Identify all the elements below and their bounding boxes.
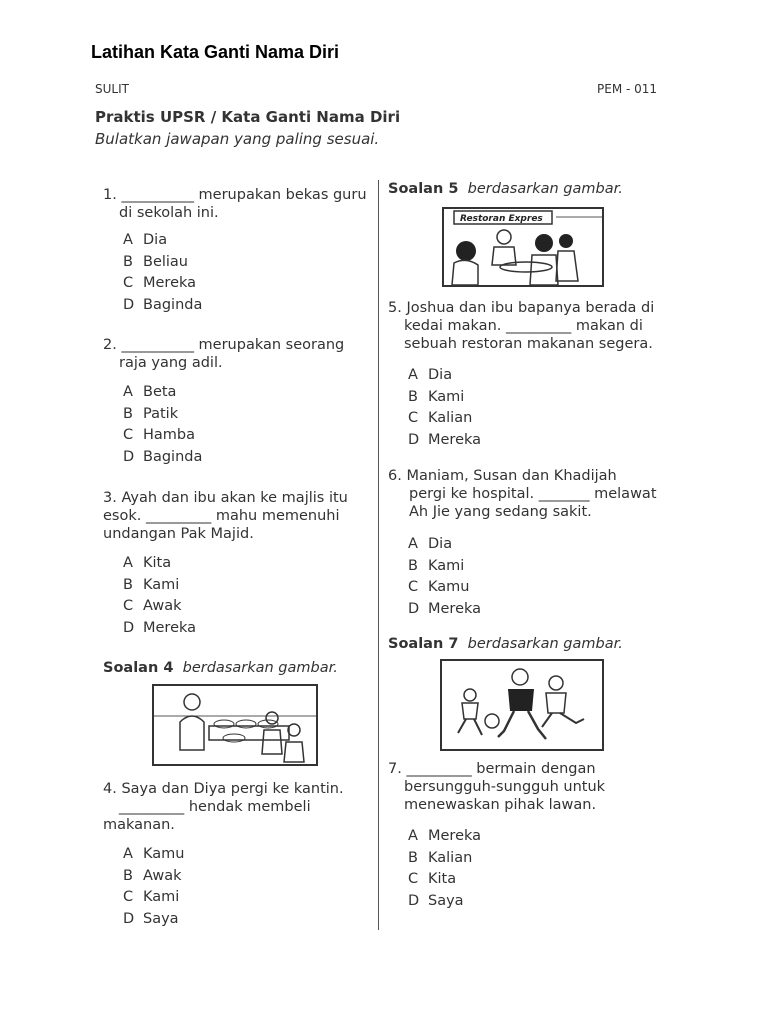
sulit-label: SULIT [95,82,129,96]
question-line: 7. _________ bermain dengan [388,761,596,777]
restaurant-picture [442,207,604,287]
option-d[interactable]: D Mereka [123,619,197,636]
soalan-7-heading: Soalan 7 berdasarkan gambar. [388,636,623,652]
option-c[interactable]: C Awak [123,598,182,614]
option-d[interactable]: D Baginda [123,296,203,313]
question-line: raja yang adil. [119,355,223,371]
question-6-options [408,534,481,620]
question-4-options [123,844,184,930]
option-d[interactable]: D Saya [408,892,464,909]
canteen-picture [152,684,318,766]
option-a[interactable]: A Kita [123,555,172,571]
question-line: kedai makan. _________ makan di [404,318,643,334]
question-line: 1. __________ merupakan bekas guru [103,187,367,203]
soalan-5-heading: Soalan 5 berdasarkan gambar. [388,181,623,197]
worksheet-title: Praktis UPSR / Kata Ganti Nama Diri [95,108,401,126]
question-5-options [408,365,481,451]
option-b[interactable]: B Awak [123,867,182,884]
question-7 [388,760,605,814]
option-c[interactable]: C Kamu [408,579,470,595]
question-2 [103,336,344,372]
option-b[interactable]: B Kami [123,576,180,593]
page-title: Latihan Kata Ganti Nama Diri [91,42,340,62]
option-b[interactable]: B Beliau [123,253,189,270]
question-5 [388,299,654,353]
question-line: makanan. [103,817,175,833]
option-a[interactable]: A Beta [123,384,177,400]
option-c[interactable]: C Kita [408,871,457,887]
option-b[interactable]: B Kami [408,557,465,574]
option-b[interactable]: B Kami [408,388,465,405]
option-c[interactable]: C Hamba [123,427,196,443]
football-picture [440,659,604,751]
option-b[interactable]: B Kalian [408,849,473,866]
question-line: 5. Joshua dan ibu bapanya berada di [388,300,655,316]
option-a[interactable]: A Dia [408,536,453,552]
question-line: 2. __________ merupakan seorang [103,337,345,353]
instruction: Bulatkan jawapan yang paling sesuai. [95,130,380,148]
option-c[interactable]: C Kami [123,889,180,905]
question-line: di sekolah ini. [119,205,219,221]
option-c[interactable]: C Mereka [123,275,197,291]
restoran-sign-text: Restoran Expres [460,214,543,224]
question-2-options [123,382,202,468]
question-line: undangan Pak Majid. [103,526,254,542]
question-line: bersungguh-sungguh untuk [404,779,606,795]
question-line: _________ hendak membeli [119,799,311,815]
option-a[interactable]: A Kamu [123,846,185,862]
question-3-options [123,553,196,639]
option-b[interactable]: B Patik [123,405,179,422]
question-line: sebuah restoran makanan segera. [404,336,653,352]
question-line: 6. Maniam, Susan dan Khadijah [388,468,617,484]
option-d[interactable]: D Mereka [408,431,482,448]
question-1 [103,186,367,222]
option-d[interactable]: D Mereka [408,600,482,617]
question-line: menewaskan pihak lawan. [404,797,597,813]
option-a[interactable]: A Mereka [408,828,482,844]
option-c[interactable]: C Kalian [408,410,473,426]
option-a[interactable]: A Dia [123,232,168,248]
question-6 [388,467,657,521]
option-a[interactable]: A Dia [408,367,453,383]
question-3 [103,489,348,543]
option-d[interactable]: D Baginda [123,448,203,465]
question-1-options [123,230,202,316]
question-line: pergi ke hospital. _______ melawat [409,486,657,502]
question-line: 3. Ayah dan ibu akan ke majlis itu [103,490,348,506]
question-line: 4. Saya dan Diya pergi ke kantin. [103,781,344,797]
question-line: esok. _________ mahu memenuhi [103,508,340,524]
question-7-options [408,826,481,912]
column-divider [378,180,379,930]
soalan-4-heading: Soalan 4 berdasarkan gambar. [103,660,338,676]
paper-code: PEM - 011 [597,82,658,96]
option-d[interactable]: D Saya [123,910,179,927]
question-4 [103,780,344,834]
question-line: Ah Jie yang sedang sakit. [409,504,592,520]
